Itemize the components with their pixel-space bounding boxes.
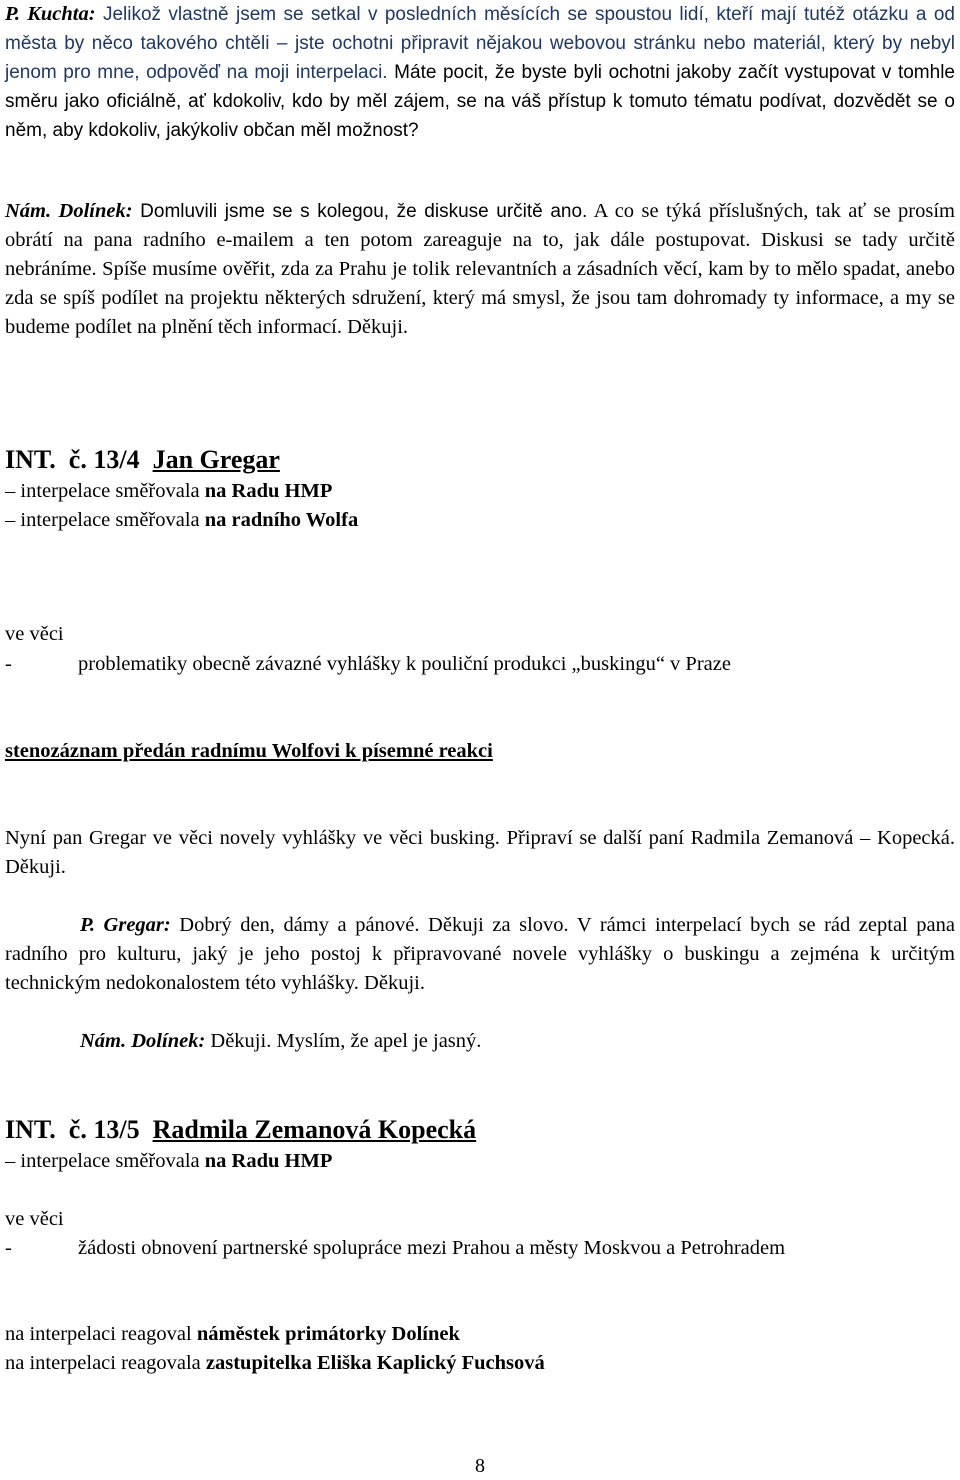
dash: - — [5, 653, 12, 675]
addressee-line — [5, 506, 358, 535]
paragraph-text: Dobrý den, dámy a pánové. Děkuji za slovo. V rámci interpelací bych se rád zeptal pana radního pro kulturu, jaký je jeho postoj k připravované novele vyhlášky o buskingu a zejména k určitým technickým nedokonalostem této vyhlášky. Děkuji. — [5, 914, 955, 994]
addressee-prefix: interpelace směřovala — [15, 480, 205, 502]
paragraph-kuchta — [5, 0, 955, 145]
speaker-label: P. Kuchta: — [5, 3, 96, 25]
page-number: 8 — [475, 1455, 485, 1477]
subject-label: ve věci — [5, 1208, 64, 1230]
subject-text: problematiky obecně závazné vyhlášky k pouliční produkci „buskingu“ v Praze — [78, 653, 731, 675]
dash: – — [5, 1150, 16, 1172]
interpellation-number: INT. č. 13/5 — [5, 1115, 153, 1144]
addressee: na radního Wolfa — [204, 509, 359, 531]
reaction-line — [5, 1320, 460, 1349]
reaction-person: náměstek primátorky Dolínek — [196, 1323, 460, 1345]
paragraph-dolinek — [5, 197, 955, 342]
addressee-line — [5, 1147, 332, 1176]
addressee: na Radu HMP — [204, 480, 333, 502]
paragraph-text: Máte pocit, že byste byli ochotni jakoby začít vystupovat v tomhle směru jako oficiálně, ať kdokoliv, kdo by měl zájem, se na váš přístup k tomuto tématu podívat, dozvědět se o něm, aby kdokoliv, jakýkoliv občan měl možnost? — [5, 62, 955, 141]
interpellation-heading — [5, 444, 280, 476]
dash: – — [5, 509, 16, 531]
subject-text: žádosti obnovení partnerské spolupráce mezi Prahou a městy Moskvou a Petrohradem — [78, 1237, 786, 1259]
interpellation-heading — [5, 1114, 476, 1146]
addressee-line — [5, 477, 332, 506]
paragraph-text: Domluvili jsme se s kolegou, že diskuse určitě ano. — [132, 201, 588, 222]
addressee: na Radu HMP — [204, 1150, 333, 1172]
interpellation-number: INT. č. 13/4 — [5, 445, 153, 474]
transcript-note: stenozáznam předán radnímu Wolfovi k písemné reakci — [5, 740, 493, 762]
subject-line — [5, 1234, 785, 1263]
interpellation-author: Radmila Zemanová Kopecká — [152, 1115, 477, 1144]
paragraph-gregar — [5, 911, 955, 998]
subject-label: ve věci — [5, 623, 64, 645]
paragraph-text: A co se týká příslušných, tak ať se prosím obrátí na pana radního e-mailem a ten potom zareaguje na to, jak dále postupovat. Diskusi se tady určitě nebráníme. — [5, 200, 955, 280]
paragraph-dolinek-2 — [5, 1027, 955, 1056]
speaker-label: Nám. Dolínek: — [80, 1030, 206, 1052]
speaker-label: P. Gregar: — [80, 914, 171, 936]
reaction-person: zastupitelka Eliška Kaplický Fuchsová — [205, 1352, 545, 1374]
reaction-prefix: na interpelaci reagovala — [5, 1352, 206, 1374]
addressee-prefix: interpelace směřovala — [15, 509, 205, 531]
speaker-label: Nám. Dolínek: — [5, 200, 133, 222]
paragraph-text: Jelikož vlastně jsem se setkal v posledních měsících se spoustou lidí, kteří mají tutéž otázku a od města by něco takového chtěli – jste ochotni připravit nějakou webovou stránku nebo materiál, který by nebyl jenom pro mne, odpověď na moji interpelaci. — [5, 4, 955, 83]
dash: - — [5, 1237, 12, 1259]
addressee-prefix: interpelace směřovala — [15, 1150, 205, 1172]
paragraph-chair: Nyní pan Gregar ve věci novely vyhlášky ve věci busking. Připraví se další paní Radmila Zemanová – Kopecká. Děkuji. — [5, 827, 955, 878]
interpellation-author: Jan Gregar — [152, 445, 280, 474]
dash: – — [5, 480, 16, 502]
paragraph-text: Spíše musíme ověřit, zda za Prahu je tolik relevantních a zásadních věcí, kam by to mělo spadat, anebo zda se spíš podílet na projektu některých sdružení, který má smysl, že jsou tam dohromady ty informace, a my se budeme podílet na plnění těch informací. Děkuji. — [5, 258, 955, 338]
subject-line — [5, 650, 731, 679]
reaction-prefix: na interpelaci reagoval — [5, 1323, 197, 1345]
paragraph-text: Děkuji. Myslím, že apel je jasný. — [205, 1030, 482, 1052]
reaction-line — [5, 1349, 545, 1378]
